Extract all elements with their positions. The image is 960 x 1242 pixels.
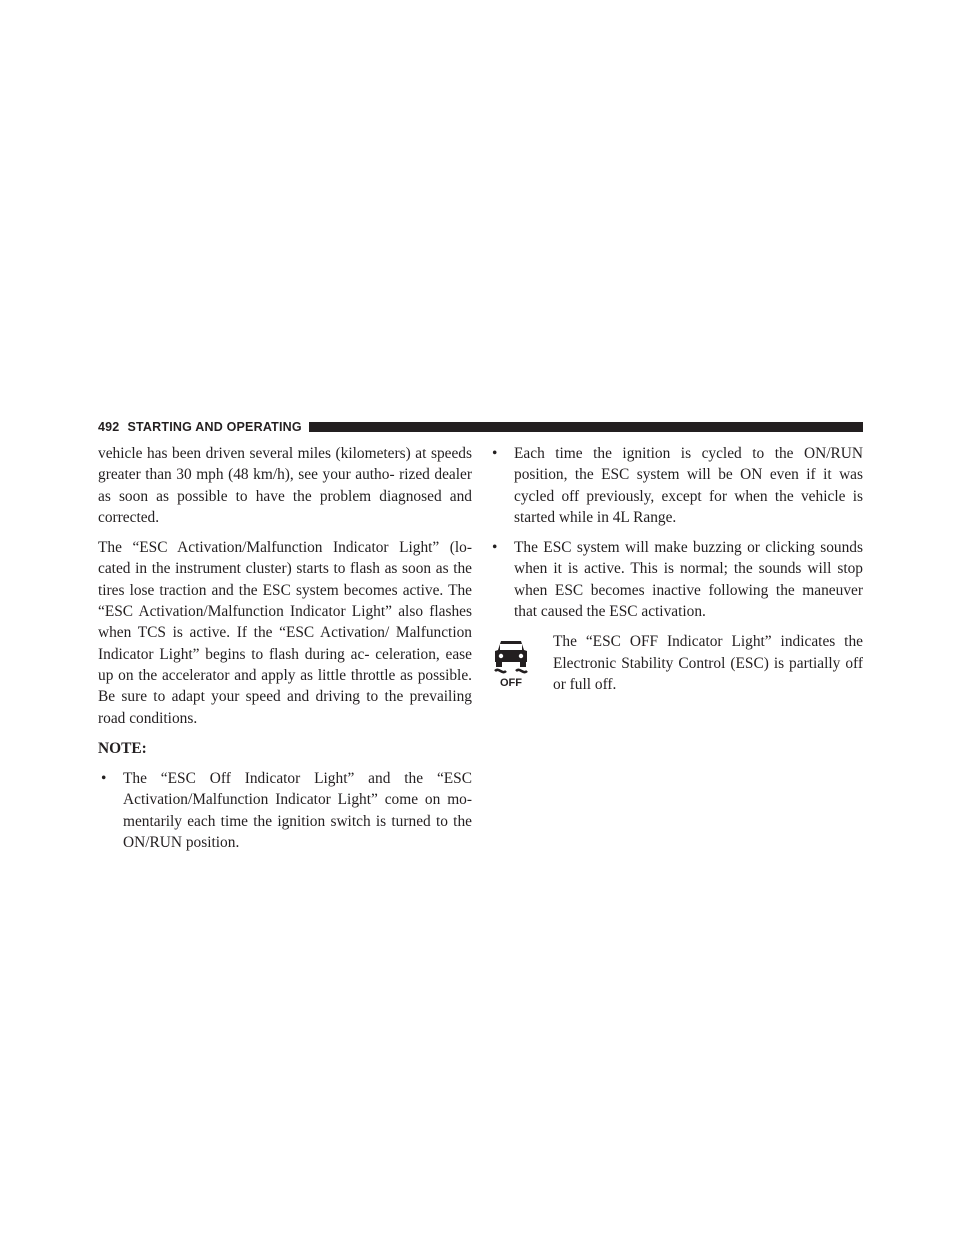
list-item-text: The “ESC Off Indicator Light” and the “ESC Activation/Malfunction Indicator Light” come on mo- mentarily each time the ignition switch is turned to the ON/RUN position.: [123, 770, 472, 852]
list-item-text: Each time the ignition is cycled to the ON/RUN position, the ESC system will be ON even if it was cycled off previously, except for when the vehicle is started while in 4L Range.: [514, 445, 863, 526]
note-label: NOTE:: [98, 739, 147, 757]
esc-off-icon: [489, 635, 533, 689]
page-number: 492: [98, 420, 120, 434]
bullet-glyph: •: [492, 445, 498, 462]
header-rule: [309, 422, 863, 432]
note-bullet-list: [98, 768, 472, 853]
paragraph-esc-activation-light: The “ESC Activation/Malfunction Indicator Light” (lo- cated in the instrument cluster) starts to flash as soon as the tires lose traction and the ESC system becomes active. The “ESC Activation/Malfunction Indicator Light” also flashes when TCS is active. If the “ESC Activation/ Malfunction Indicator Light” begins to flash during ac- celeration, ease up on the accelerator and apply as little throttle as possible. Be sure to adapt your speed and driving to the prevailing road conditions.: [98, 539, 472, 727]
bullet-glyph: •: [492, 539, 498, 557]
bullet-glyph: •: [101, 770, 107, 788]
section-title: STARTING AND OPERATING: [127, 420, 302, 434]
right-bullet-list: [489, 443, 863, 622]
list-item: [489, 443, 863, 528]
left-column: [98, 443, 472, 862]
svg-text:OFF: OFF: [500, 677, 522, 690]
right-column: [489, 443, 863, 695]
paragraph-continued: vehicle has been driven several miles (kilometers) at speeds greater than 30 mph (48 km/h), see your autho- rized dealer as soon as possible to have the problem diagnosed and corrected.: [98, 445, 472, 526]
esc-off-indicator-block: [489, 631, 863, 695]
list-item: [98, 768, 472, 853]
esc-off-description: The “ESC OFF Indicator Light” indicates the Electronic Stability Control (ESC) is partially off or full off.: [553, 633, 863, 693]
list-item-text: The ESC system will make buzzing or clicking sounds when it is active. This is normal; the sounds will stop when ESC becomes inactive following the maneuver that caused the ESC activation.: [514, 539, 863, 621]
list-item: [489, 537, 863, 622]
page-header: [98, 420, 863, 434]
